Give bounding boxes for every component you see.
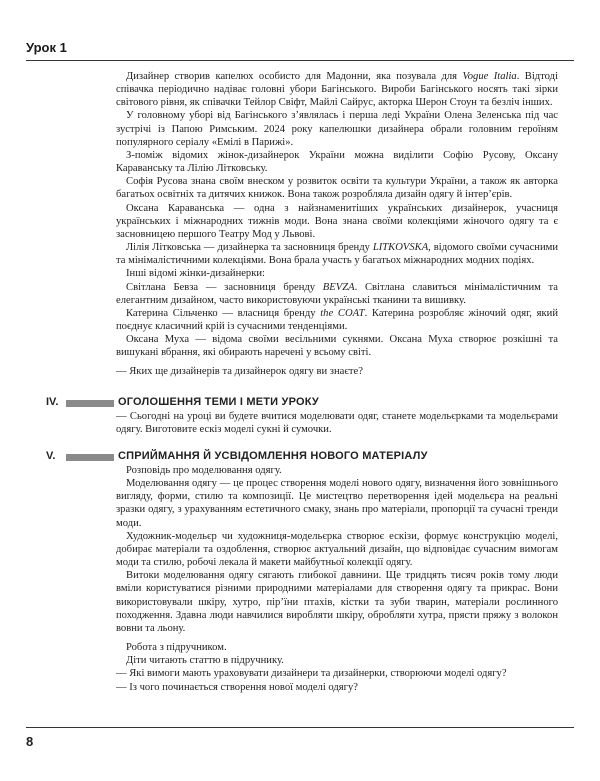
paragraph: Витоки моделювання одягу сягають глибокої давнини. Ще тридцять тисяч років тому люди вміли користуватися різними природними матеріалами для створення одягу та прикрас. Вони використовували шкіру, хутро, пір’їни птахів, кістки та зуби тварин, матеріали рослинного походження. Здавна люди навчилися виробляти шкіру, обробляти хутра, прясти пряжу з волокон вовни та льону. xyxy=(116,570,558,634)
paragraph: Лілія Літковська — дизайнерка та засновниця бренду LITKOVSKA, відомого своїми сучасними та мінімалістичними колекціями. Вона брала участь у багатьох міжнародних модних подіях. xyxy=(116,242,558,267)
paragraph: Софія Русова знана своїм внеском у розвиток освіти та культури України, а також як авторка багатьох освітніх та дитячих книжок. Вона також розробляла дизайн одягу й інтер’єрів. xyxy=(116,176,558,201)
paragraph: Моделювання одягу — це процес створення моделі нового одягу, визначення його зовнішнього вигляду, форми, стилю та композиції. Це мистецтво перетворення ідей модельєра на реальні зразки одягу, з урахуванням естетичного смаку, знань про матеріали, пропорції та сучасні тренди моди. xyxy=(116,478,558,529)
question: — Із чого починається створення нової моделі одягу? xyxy=(116,681,359,693)
intro-question: — Яких ще дизайнерів та дизайнерок одягу ви знаєте? xyxy=(116,366,363,378)
paragraph: Інші відомі жінки-дизайнерки: xyxy=(126,268,265,280)
section-title: ОГОЛОШЕННЯ ТЕМИ І МЕТИ УРОКУ xyxy=(118,396,319,408)
header-divider xyxy=(26,60,574,61)
paragraph: — Сьогодні на уроці ви будете вчитися моделювати одяг, станете модельєрками та модельєрами одягу. Виготовите ескіз моделі сукні й сумочки. xyxy=(116,411,558,436)
paragraph: У головному уборі від Багінського з’являлась і перша леді України Олена Зеленська під час зустрічі із Папою Римським. 2024 року капелюшки дизайнера обрали головним героїням популярного серіалу «Емілі в Парижі». xyxy=(116,110,558,148)
section-bar xyxy=(66,454,114,461)
lesson-header: Урок 1 xyxy=(26,40,67,55)
paragraph: Оксана Караванська — одна з найзнаменитіших українських дизайнерок, учасниця українських і міжнародних тижнів моди. Вона знана своїми колекціями жіночого одягу та є засновницею першого Театру Мод у Львові. xyxy=(116,202,558,240)
paragraph: Робота з підручником. xyxy=(126,642,227,654)
paragraph: З-поміж відомих жінок-дизайнерок України можна виділити Софію Русову, Оксану Караванську та Лілію Літковську. xyxy=(116,149,558,175)
intro-text xyxy=(116,70,558,379)
paragraph: Катерина Сільченко — власниця бренду the COAT. Катерина розробляє жіночий одяг, який поєднує класичний крій із сучасними тенденціями. xyxy=(116,307,558,332)
paragraph: Художник-модельєр чи художниця-модельєрка створює ескізи, формує конструкцію моделі, добирає матеріали та оздоблення, створює актуальний дизайн, що відповідає сучасним вимогам моди та стилю, робочі лекала й макети майбутньої колекції одягу. xyxy=(116,530,558,569)
paragraph: Дизайнер створив капелюх особисто для Мадонни, яка позувала для Vogue Italia. Відтоді співачка періодично надіває головні убори Багінського. Вироби Багінського носять такі зірки світового рівня, як співачки Тейлор Свіфт, Майлі Сайрус, акторка Шерон Стоун та безліч інших. xyxy=(116,71,559,109)
question: — Які вимоги мають ураховувати дизайнери та дизайнерки, створюючи моделі одягу? xyxy=(116,668,507,680)
section-title: СПРИЙМАННЯ Й УСВІДОМЛЕННЯ НОВОГО МАТЕРІАЛУ xyxy=(118,450,428,462)
section-bar xyxy=(66,400,114,407)
page-number: 8 xyxy=(26,734,34,749)
paragraph: Світлана Бевза — засновниця бренду BEVZA. Світлана славиться мінімалістичним та елегантним дизайном, часто використовуючи українські тканини та вишивку. xyxy=(116,281,558,306)
section-number: V. xyxy=(46,450,56,462)
section-number: IV. xyxy=(46,396,59,408)
section-iv xyxy=(26,396,558,436)
paragraph: Оксана Муха — відома своїми весільними сукнями. Оксана Муха створює розкішні та вишукані вбрання, які обирають наречені у всьому світі. xyxy=(116,334,558,359)
section-v xyxy=(26,450,558,694)
footer-divider xyxy=(26,727,574,728)
paragraph: Діти читають статтю в підручнику. xyxy=(126,655,284,667)
paragraph: Розповідь про моделювання одягу. xyxy=(126,465,282,476)
